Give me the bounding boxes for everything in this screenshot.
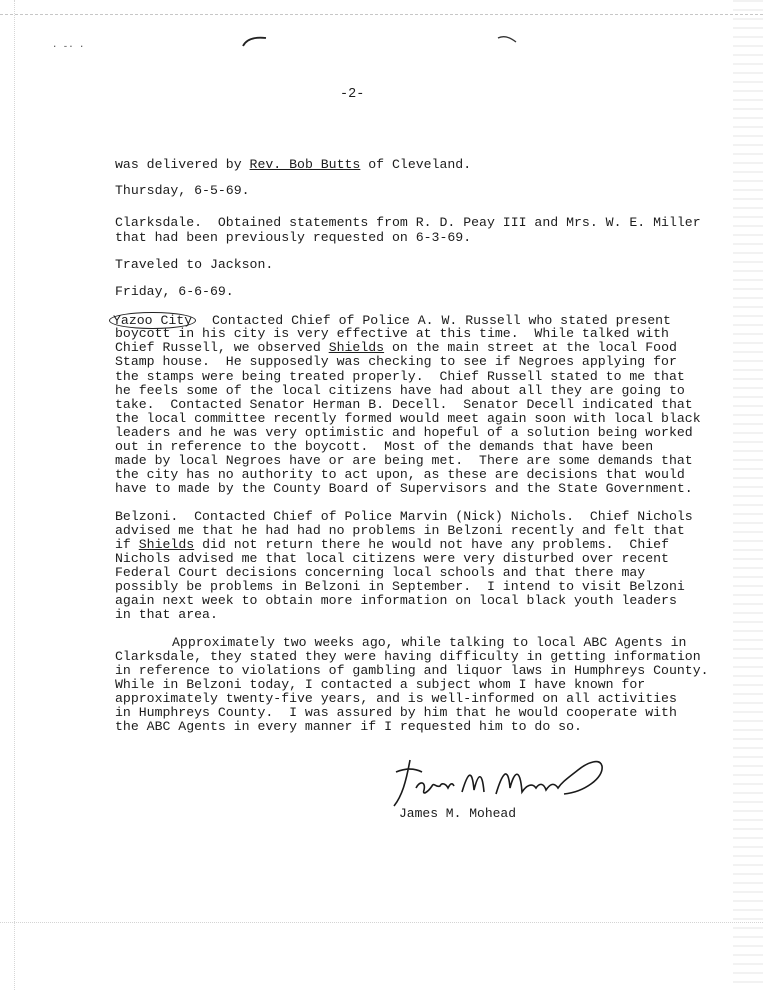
text-line: advised me that he had had no problems in Belzoni recently and felt that: [115, 523, 685, 538]
text-line: Nichols advised me that local citizens were very disturbed over recent: [115, 551, 669, 566]
text-line: made by local Negroes have or are being met. There are some demands that: [115, 453, 693, 468]
text-line: Clarksdale, they stated they were having difficulty in getting information: [115, 649, 701, 664]
text-line: Traveled to Jackson.: [115, 257, 274, 272]
scan-edge-top: [0, 0, 763, 15]
page-number: -2-: [340, 87, 365, 102]
text-line: Friday, 6-6-69.: [115, 284, 234, 299]
text-line: that had been previously requested on 6-3-69.: [115, 230, 472, 245]
signature-name: James M. Mohead: [399, 806, 517, 821]
text-line: again next week to obtain more information on local black youth leaders: [115, 593, 677, 608]
circled-place-name: Yazoo City: [109, 312, 196, 329]
scan-edge-bottom: [0, 922, 763, 931]
scan-edge-left: [14, 0, 17, 990]
text-line: in Humphreys County. I was assured by him that he would cooperate with: [115, 705, 677, 720]
scan-mark: [496, 34, 518, 44]
text-line: leaders and he was very optimistic and hopeful of a solution being worked: [115, 425, 693, 440]
text-line: the local committee recently formed would meet again soon with local black: [115, 411, 701, 426]
text-line: boycott in his city is very effective at this time. While talked with: [115, 326, 669, 341]
text-line: the city has no authority to act upon, as these are decisions that would: [115, 467, 685, 482]
text-line: Chief Russell, we observed Shields on the main street at the local Food: [115, 340, 677, 355]
scan-speck: · -· ·: [52, 42, 85, 52]
text-line: Belzoni. Contacted Chief of Police Marvin (Nick) Nichols. Chief Nichols: [115, 509, 693, 524]
text-line: Thursday, 6-5-69.: [115, 183, 250, 198]
text-line: take. Contacted Senator Herman B. Decell. Senator Decell indicated that: [115, 397, 693, 412]
text-line: if Shields did not return there he would not have any problems. Chief: [115, 537, 669, 552]
text-line: in reference to violations of gambling and liquor laws in Humphreys County.: [115, 663, 709, 678]
text-line: out in reference to the boycott. Most of the demands that have been: [115, 439, 654, 454]
text-line: have to made by the County Board of Supervisors and the State Government.: [115, 481, 693, 496]
text-line: Federal Court decisions concerning local schools and that there may: [115, 565, 646, 580]
text-line: was delivered by Rev. Bob Butts of Cleveland.: [115, 157, 472, 172]
text-line: While in Belzoni today, I contacted a subject whom I have known for: [115, 677, 646, 692]
text-line: possibly be problems in Belzoni in September. I intend to visit Belzoni: [115, 579, 685, 594]
text-line: in that area.: [115, 607, 218, 622]
scan-edge-right: [733, 0, 763, 990]
text-line: he feels some of the local citizens have had about all they are going to: [115, 383, 685, 398]
text-line: the ABC Agents in every manner if I requested him to do so.: [115, 719, 582, 734]
text-line: Stamp house. He supposedly was checking to see if Negroes applying for: [115, 354, 677, 369]
text-line: the stamps were being treated properly. Chief Russell stated to me that: [115, 369, 685, 384]
text-line: approximately twenty-five years, and is well-informed on all activities: [115, 691, 677, 706]
text-line: Approximately two weeks ago, while talking to local ABC Agents in: [172, 635, 687, 650]
scan-mark: [240, 34, 270, 48]
text-line: Clarksdale. Obtained statements from R. D. Peay III and Mrs. W. E. Miller: [115, 215, 701, 230]
text-line: Yazoo City Contacted Chief of Police A. W. Russell who stated present: [115, 312, 671, 329]
